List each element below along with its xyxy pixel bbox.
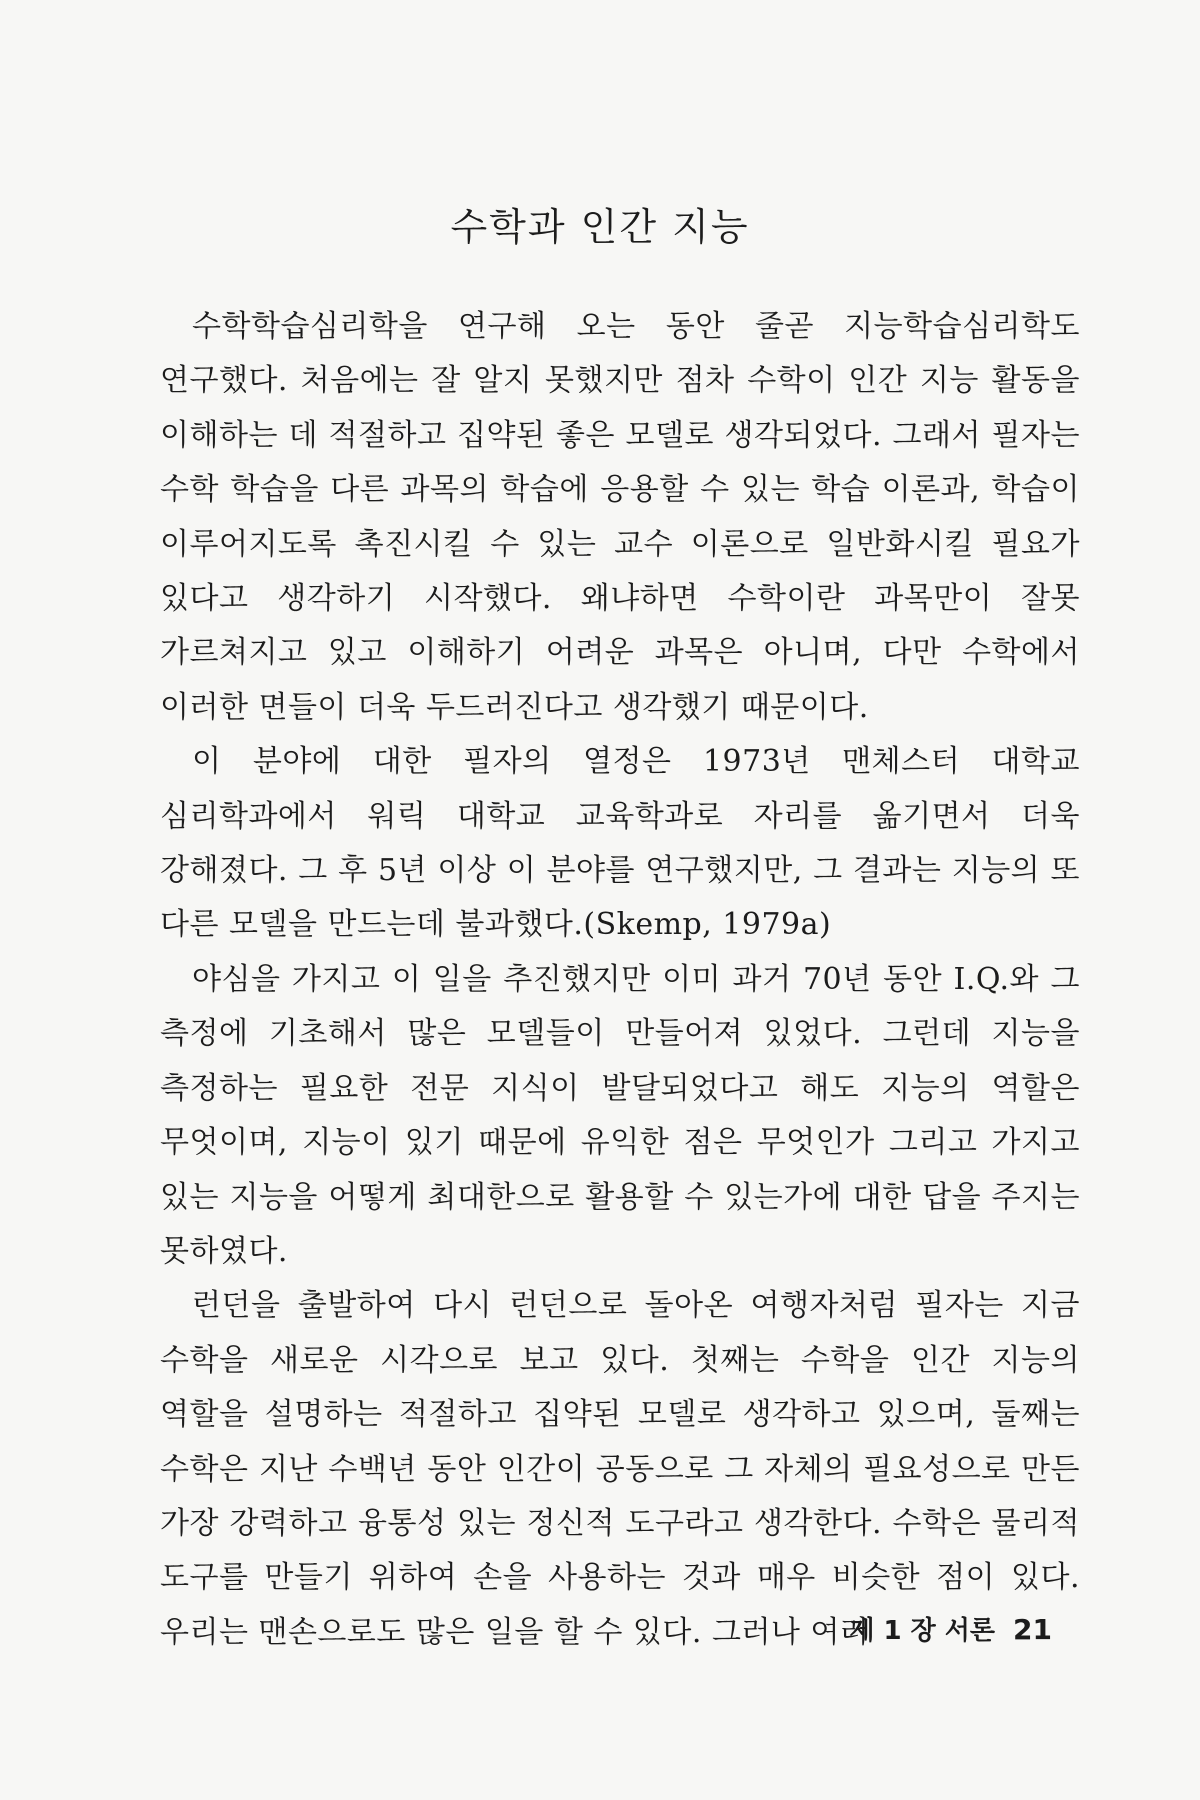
page-footer: [849, 1610, 1052, 1647]
section-title: 수학과 인간 지능: [450, 205, 750, 249]
body-text: [160, 300, 1080, 1660]
paragraph: 이 분야에 대한 필자의 열정은 1973년 맨체스터 대학교 심리학과에서 워릭 대학교 교육학과로 자리를 옮기면서 더욱 강해졌다. 그 후 5년 이상 이 분야를 연구했지만, 그 결과는 지능의 또 다른 모델을 만드는데 불과했다.(Skemp, 1979a): [160, 744, 1080, 943]
page-number: 21: [1013, 1613, 1052, 1646]
paragraph: 런던을 출발하여 다시 런던으로 돌아온 여행자처럼 필자는 지금 수학을 새로운 시각으로 보고 있다. 첫째는 수학을 인간 지능의 역할을 설명하는 적절하고 집약된 모델로 생각하고 있으며, 둘째는 수학은 지난 수백년 동안 인간이 공동으로 그 자체의 필요성으로 만든 가장 강력하고 융통성 있는 정신적 도구라고 생각한다. 수학은 물리적 도구를 만들기 위하여 손을 사용하는 것과 매우 비슷한 점이 있다. 우리는 맨손으로도 많은 일을 할 수 있다. 그러나 여러: [160, 1288, 1080, 1650]
chapter-label: 제 1 장 서론: [849, 1616, 996, 1646]
paragraph: 수학학습심리학을 연구해 오는 동안 줄곧 지능학습심리학도 연구했다. 처음에는 잘 알지 못했지만 점차 수학이 인간 지능 활동을 이해하는 데 적절하고 집약된 좋은 모델로 생각되었다. 그래서 필자는 수학 학습을 다른 과목의 학습에 응용할 수 있는 학습 이론과, 학습이 이루어지도록 촉진시킬 수 있는 교수 이론으로 일반화시킬 필요가 있다고 생각하기 시작했다. 왜냐하면 수학이란 과목만이 잘못 가르쳐지고 있고 이해하기 어려운 과목은 아니며, 다만 수학에서 이러한 면들이 더욱 두드러진다고 생각했기 때문이다.: [160, 309, 1080, 725]
paragraph: 야심을 가지고 이 일을 추진했지만 이미 과거 70년 동안 I.Q.와 그 측정에 기초해서 많은 모델들이 만들어져 있었다. 그런데 지능을 측정하는 필요한 전문 지식이 발달되었다고 해도 지능의 역할은 무엇이며, 지능이 있기 때문에 유익한 점은 무엇인가 그리고 가지고 있는 지능을 어떻게 최대한으로 활용할 수 있는가에 대한 답을 주지는 못하였다.: [160, 961, 1080, 1269]
